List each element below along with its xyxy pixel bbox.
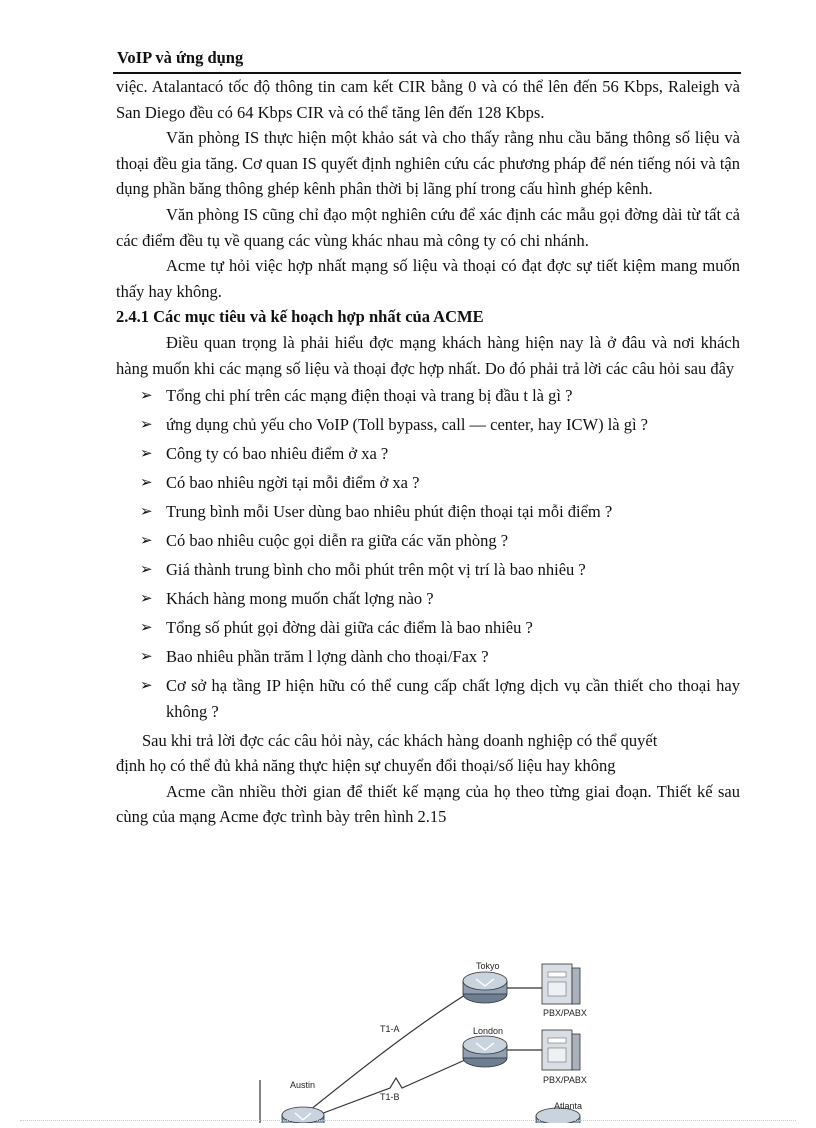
arrow-bullet-icon: ➢ xyxy=(140,560,153,579)
list-item xyxy=(116,557,740,583)
router-icon xyxy=(463,1036,507,1067)
list-item-text: Tổng số phút gọi đờng dài giữa các điểm là bao nhiêu ? xyxy=(166,618,533,637)
page-bottom-border xyxy=(20,1120,796,1121)
austin-label: Austin xyxy=(290,1080,316,1090)
london-label: London xyxy=(473,1026,504,1036)
page-header-title: VoIP và ứng dụng xyxy=(117,48,244,67)
list-item-text: Cơ sở hạ tầng IP hiện hữu có thể cung cấp chất lợng dịch vụ cần thiết cho thoại hay không ? xyxy=(166,675,740,721)
t1a-label: T1-A xyxy=(380,1024,400,1034)
arrow-bullet-icon: ➢ xyxy=(140,618,153,636)
link-t1b xyxy=(318,1060,465,1115)
arrow-bullet-icon: ➢ xyxy=(140,415,153,434)
paragraph: Sau khi trả lời đợc các câu hỏi này, các khách hàng doanh nghiệp có thể quyết xyxy=(142,730,658,750)
list-item-text: Có bao nhiêu ngời tại mỗi điểm ở xa ? xyxy=(166,473,420,493)
list-item xyxy=(116,441,740,467)
paragraph: Văn phòng IS cũng chỉ đạo một nghiên cứu để xác định các mẫu gọi đờng dài từ tất cả các điểm đều tụ về quang các vùng khác nhau mà công ty có chi nhánh. xyxy=(116,204,740,250)
list-item xyxy=(116,499,740,525)
section-heading: 2.4.1 Các mục tiêu và kế hoạch hợp nhất của ACME xyxy=(116,307,484,327)
paragraph: Văn phòng IS thực hiện một khảo sát và cho thấy rằng nhu cầu băng thông số liệu và thoại đều gia tăng. Cơ quan IS quyết định nghiên cứu các phương pháp để nén tiếng nói và tận dụng phần băng thông ghép kênh phân thời bị lãng phí trong cấu hình ghép kênh. xyxy=(116,128,740,199)
arrow-bullet-icon: ➢ xyxy=(140,646,153,665)
arrow-bullet-icon: ➢ xyxy=(140,589,153,608)
document-body xyxy=(116,74,740,830)
list-item-text: Tổng chi phí trên các mạng điện thoại và trang bị đầu t là gì ? xyxy=(166,386,573,406)
list-item xyxy=(116,644,740,670)
arrow-bullet-icon: ➢ xyxy=(140,502,153,521)
pbx-icon xyxy=(542,964,580,1004)
list-item xyxy=(116,383,740,409)
list-item xyxy=(116,470,740,496)
paragraph: Điều quan trọng là phải hiểu đợc mạng khách hàng hiện nay là ở đâu và nơi khách hàng muốn khi các mạng số liệu và thoại đợc hợp nhất. Do đó phải trả lời các câu hỏi sau đây xyxy=(116,332,740,378)
list-item-text: Bao nhiêu phần trăm l lợng dành cho thoại/Fax ? xyxy=(166,646,489,666)
pbx-icon xyxy=(542,1030,580,1070)
arrow-bullet-icon: ➢ xyxy=(140,531,153,550)
list-item-text: Giá thành trung bình cho mỗi phút trên một vị trí là bao nhiêu ? xyxy=(166,560,586,580)
paragraph: định họ có thể đủ khả năng thực hiện sự chuyển đổi thoại/số liệu hay không xyxy=(116,756,616,776)
paragraph: việc. Atalantacó tốc độ thông tin cam kết CIR bằng 0 và có thể lên đến 56 Kbps, Raleigh và San Diego đều có 64 Kbps CIR và có thể tăng lên đến 128 Kbps. xyxy=(116,77,740,122)
pbx-label: PBX/PABX xyxy=(543,1008,587,1018)
router-icon xyxy=(463,972,507,1003)
paragraph: Acme tự hỏi việc hợp nhất mạng số liệu và thoại có đạt đợc sự tiết kiệm mang muốn thấy hay không. xyxy=(116,256,740,301)
list-item xyxy=(116,528,740,554)
list-item-text: Công ty có bao nhiêu điểm ở xa ? xyxy=(166,444,389,464)
network-diagram xyxy=(240,950,620,1123)
list-item xyxy=(116,412,740,438)
list-item-text: Khách hàng mong muốn chất lợng nào ? xyxy=(166,589,434,609)
arrow-bullet-icon: ➢ xyxy=(140,473,153,492)
list-item-text: ứng dụng chủ yếu cho VoIP (Toll bypass, call — center, hay ICW) là gì ? xyxy=(166,415,649,435)
t1b-label: T1-B xyxy=(380,1092,400,1102)
pbx-label: PBX/PABX xyxy=(543,1075,587,1085)
arrow-bullet-icon: ➢ xyxy=(140,675,153,694)
list-item-text: Trung bình mỗi User dùng bao nhiêu phút điện thoại tại mỗi điểm ? xyxy=(166,502,613,522)
list-item xyxy=(116,615,740,641)
list-item-text: Có bao nhiêu cuộc gọi diễn ra giữa các văn phòng ? xyxy=(166,531,509,551)
paragraph: Acme cần nhiều thời gian để thiết kế mạng của họ theo từng giai đoạn. Thiết kế sau cùng của mạng Acme đợc trình bày trên hình 2.15 xyxy=(116,781,740,827)
tokyo-label: Tokyo xyxy=(476,961,500,971)
arrow-bullet-icon: ➢ xyxy=(140,444,153,463)
atlanta-label: Atlanta xyxy=(554,1101,583,1111)
list-item xyxy=(116,673,740,724)
list-item xyxy=(116,586,740,612)
arrow-bullet-icon: ➢ xyxy=(140,386,153,405)
question-list xyxy=(116,383,740,724)
network-diagram-figure xyxy=(240,950,620,1123)
